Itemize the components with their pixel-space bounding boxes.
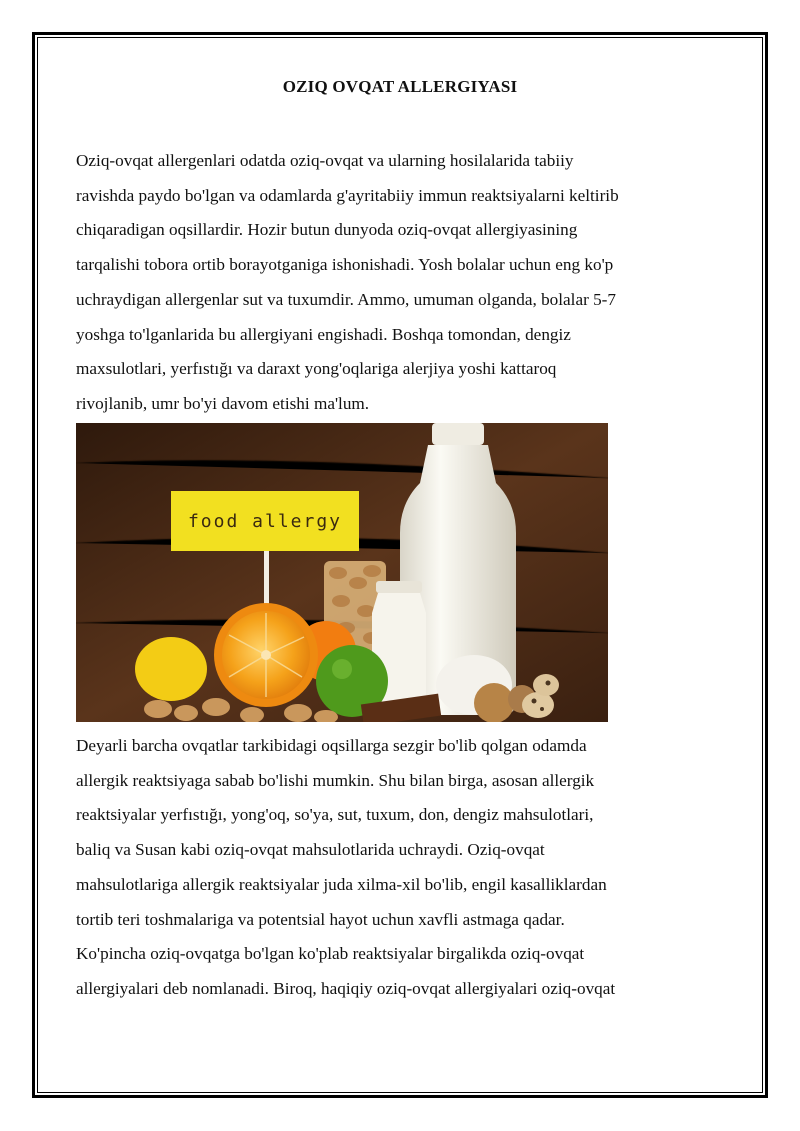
text-line: ravishda paydo bo'lgan va odamlarda g'ayritabiiy immun reaktsiyalarni keltirib	[76, 185, 619, 205]
text-line: Ko'pincha oziq-ovqatga bo'lgan ko'plab reaktsiyalar birgalikda oziq-ovqat	[76, 944, 585, 964]
text-line: tortib teri toshmalariga va potentsial hayot uchun xavfli astmaga qadar.	[76, 909, 565, 929]
sign-label: food allergy	[187, 511, 343, 532]
text-line: Oziq-ovqat allergenlari odatda oziq-ovqat va ularning hosilalarida tabiiy	[76, 151, 574, 170]
text-line: allergiyalari deb nomlanadi. Biroq, haqiqiy oziq-ovqat allergiyalari oziq-ovqat	[76, 978, 616, 998]
text-line: uchraydigan allergenlar sut va tuxumdir. Ammo, umuman olganda, bolalar 5-7	[76, 289, 617, 309]
text-line: tarqalishi tobora ortib borayotganiga ishonishadi. Yosh bolalar uchun eng ko'p	[76, 255, 614, 275]
text-line: reaktsiyalar yerfıstığı, yong'oq, so'ya, sut, tuxum, don, dengiz mahsulotlari,	[76, 805, 594, 825]
text-line: chiqaradigan oqsillardir. Hozir butun dunyoda oziq-ovqat allergiyasining	[76, 220, 578, 240]
page-title: OZIQ OVQAT ALLERGIYASI	[282, 77, 518, 96]
text-line: mahsulotlariga allergik reaktsiyalar juda xilma-xil bo'lib, engil kasalliklardan	[76, 874, 607, 894]
text-line: baliq va Susan kabi oziq-ovqat mahsulotlarida uchraydi. Oziq-ovqat	[76, 840, 545, 860]
paragraph-2	[76, 729, 736, 1007]
text-line: maxsulotlari, yerfıstığı va daraxt yong'oqlariga alerjiya yoshi kattaroq	[76, 359, 557, 379]
text-line: Deyarli barcha ovqatlar tarkibidagi oqsillarga sezgir bo'lib qolgan odamda	[76, 736, 587, 755]
food-allergy-photo	[76, 423, 608, 722]
paragraph-1	[76, 144, 736, 422]
text-line: allergik reaktsiyaga sabab bo'lishi mumkin. Shu bilan birga, asosan allergik	[76, 770, 595, 790]
text-line: yoshga to'lganlarida bu allergiyani engishadi. Boshqa tomondan, dengiz	[76, 324, 571, 344]
text-line: rivojlanib, umr bo'yi davom etishi ma'lum.	[76, 393, 370, 413]
